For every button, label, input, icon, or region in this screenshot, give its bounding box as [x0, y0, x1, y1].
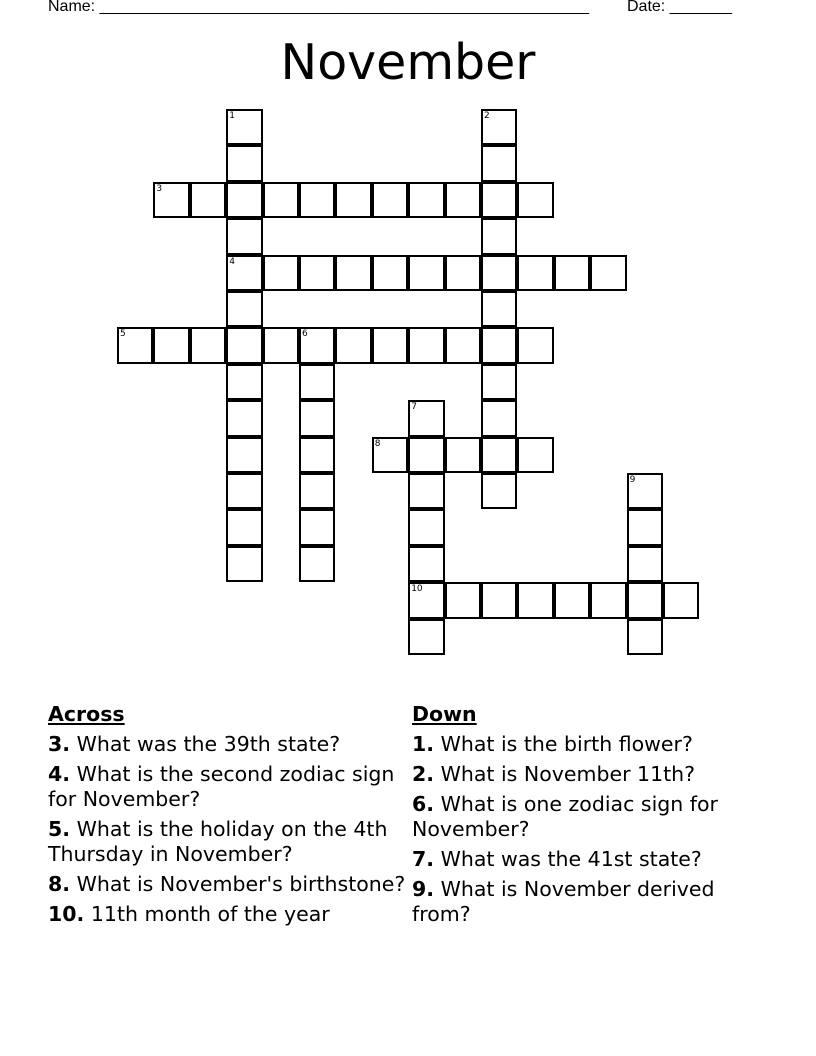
clue-text: What is November 11th? — [440, 762, 696, 786]
cell-number: 3 — [156, 183, 163, 194]
cell-number: 5 — [120, 329, 126, 340]
grid-cell[interactable] — [299, 364, 335, 400]
clue-across-4 — [48, 762, 408, 812]
grid-cell[interactable] — [408, 400, 444, 436]
grid-cell[interactable] — [408, 509, 444, 545]
name-field[interactable]: Name: _______________________________________________________ — [48, 0, 589, 15]
grid-cell[interactable] — [408, 619, 444, 655]
grid-cell[interactable] — [299, 473, 335, 509]
grid-cell[interactable] — [226, 400, 262, 436]
clue-text: 11th month of the year — [90, 902, 330, 926]
clue-across-8 — [48, 872, 408, 897]
grid-cell[interactable] — [481, 473, 517, 509]
grid-cell[interactable] — [445, 437, 481, 473]
grid-cell[interactable] — [408, 582, 444, 618]
grid-cell[interactable] — [590, 582, 626, 618]
grid-cell[interactable] — [517, 327, 553, 363]
down-heading: Down — [412, 702, 477, 726]
clue-down-7 — [412, 847, 772, 872]
grid-cell[interactable] — [190, 327, 226, 363]
cell-number: 4 — [229, 256, 235, 267]
grid-cell[interactable] — [226, 546, 262, 582]
grid-cell[interactable] — [226, 437, 262, 473]
grid-cell[interactable] — [226, 364, 262, 400]
clue-text: What was the 41st state? — [440, 847, 702, 871]
grid-cell[interactable] — [627, 619, 663, 655]
grid-cell[interactable] — [445, 182, 481, 218]
across-clues — [48, 702, 408, 932]
grid-cell[interactable] — [372, 182, 408, 218]
cell-number: 10 — [411, 584, 423, 595]
clue-number: 9. — [412, 877, 435, 901]
clue-across-3 — [48, 732, 408, 757]
grid-cell[interactable] — [517, 182, 553, 218]
grid-cell[interactable] — [226, 145, 262, 181]
cell-number: 7 — [411, 402, 417, 413]
clue-number: 3. — [48, 732, 71, 756]
grid-cell[interactable] — [226, 109, 262, 145]
grid-cell[interactable] — [481, 437, 517, 473]
clue-text: What is the second zodiac sign for November? — [48, 762, 395, 811]
grid-cell[interactable] — [299, 546, 335, 582]
grid-cell[interactable] — [263, 255, 299, 291]
grid-cell[interactable] — [517, 437, 553, 473]
grid-cell[interactable] — [408, 255, 444, 291]
cell-number: 8 — [374, 438, 381, 449]
cell-number: 2 — [484, 111, 490, 121]
grid-cell[interactable] — [481, 327, 517, 363]
date-field[interactable]: Date: _______ — [627, 0, 732, 15]
clue-text: What is the birth flower? — [440, 732, 693, 756]
down-clues — [412, 702, 772, 932]
grid-cell[interactable] — [663, 582, 699, 618]
grid-cell[interactable] — [372, 255, 408, 291]
clue-text: What is one zodiac sign for November? — [412, 792, 718, 841]
grid-cell[interactable] — [627, 473, 663, 509]
grid-cell[interactable] — [299, 400, 335, 436]
clue-number: 7. — [412, 847, 435, 871]
cell-number: 1 — [229, 111, 235, 121]
grid-cell[interactable] — [554, 255, 590, 291]
grid-cell[interactable] — [445, 255, 481, 291]
grid-cell[interactable] — [226, 182, 262, 218]
grid-cell[interactable] — [517, 582, 553, 618]
clue-number: 10. — [48, 902, 85, 926]
clue-text: What is November's birthstone? — [76, 872, 406, 896]
grid-cell[interactable] — [372, 327, 408, 363]
grid-cell[interactable] — [226, 473, 262, 509]
grid-cell[interactable] — [408, 473, 444, 509]
grid-cell[interactable] — [226, 327, 262, 363]
grid-cell[interactable] — [627, 582, 663, 618]
grid-cell[interactable] — [226, 509, 262, 545]
grid-cell[interactable] — [481, 291, 517, 327]
grid-cell[interactable] — [481, 400, 517, 436]
grid-cell[interactable] — [481, 255, 517, 291]
grid-cell[interactable] — [335, 182, 371, 218]
grid-cell[interactable] — [481, 182, 517, 218]
clue-number: 8. — [48, 872, 71, 896]
cell-number: 9 — [629, 475, 636, 485]
clue-number: 1. — [412, 732, 435, 756]
grid-cell[interactable] — [263, 327, 299, 363]
grid-cell[interactable] — [481, 582, 517, 618]
grid-cell[interactable] — [408, 437, 444, 473]
grid-cell[interactable] — [299, 437, 335, 473]
puzzle-title: November — [280, 34, 536, 91]
grid-cell[interactable] — [190, 182, 226, 218]
grid-cell[interactable] — [153, 327, 189, 363]
across-heading: Across — [48, 702, 125, 726]
cell-number: 6 — [302, 329, 308, 340]
grid-cell[interactable] — [299, 509, 335, 545]
grid-cell[interactable] — [226, 218, 262, 254]
clue-number: 4. — [48, 762, 71, 786]
clue-across-10 — [48, 902, 408, 927]
clue-text: What is the holiday on the 4th Thursday in November? — [48, 817, 388, 866]
grid-cell[interactable] — [153, 182, 189, 218]
grid-cell[interactable] — [627, 509, 663, 545]
grid-cell[interactable] — [517, 255, 553, 291]
grid-cell[interactable] — [481, 109, 517, 145]
grid-cell[interactable] — [299, 182, 335, 218]
grid-cell[interactable] — [554, 582, 590, 618]
grid-cell[interactable] — [226, 291, 262, 327]
clue-down-2 — [412, 762, 772, 787]
clue-down-6 — [412, 792, 772, 842]
grid-cell[interactable] — [117, 327, 153, 363]
grid-cell[interactable] — [445, 327, 481, 363]
grid-cell[interactable] — [445, 582, 481, 618]
grid-cell[interactable] — [481, 145, 517, 181]
clue-down-1 — [412, 732, 772, 757]
grid-cell[interactable] — [263, 182, 299, 218]
grid-cell[interactable] — [408, 546, 444, 582]
grid-cell[interactable] — [335, 255, 371, 291]
clue-across-5 — [48, 817, 408, 867]
clue-text: What is November derived from? — [412, 877, 715, 926]
clue-number: 6. — [412, 792, 435, 816]
grid-cell[interactable] — [372, 437, 408, 473]
grid-cell[interactable] — [481, 364, 517, 400]
grid-cell[interactable] — [408, 182, 444, 218]
grid-cell[interactable] — [408, 327, 444, 363]
clue-number: 2. — [412, 762, 435, 786]
clue-number: 5. — [48, 817, 71, 841]
clue-text: What was the 39th state? — [76, 732, 341, 756]
grid-cell[interactable] — [299, 327, 335, 363]
grid-cell[interactable] — [299, 255, 335, 291]
clue-down-9 — [412, 877, 772, 927]
grid-cell[interactable] — [226, 255, 262, 291]
grid-cell[interactable] — [590, 255, 626, 291]
grid-cell[interactable] — [335, 327, 371, 363]
grid-cell[interactable] — [627, 546, 663, 582]
grid-cell[interactable] — [481, 218, 517, 254]
